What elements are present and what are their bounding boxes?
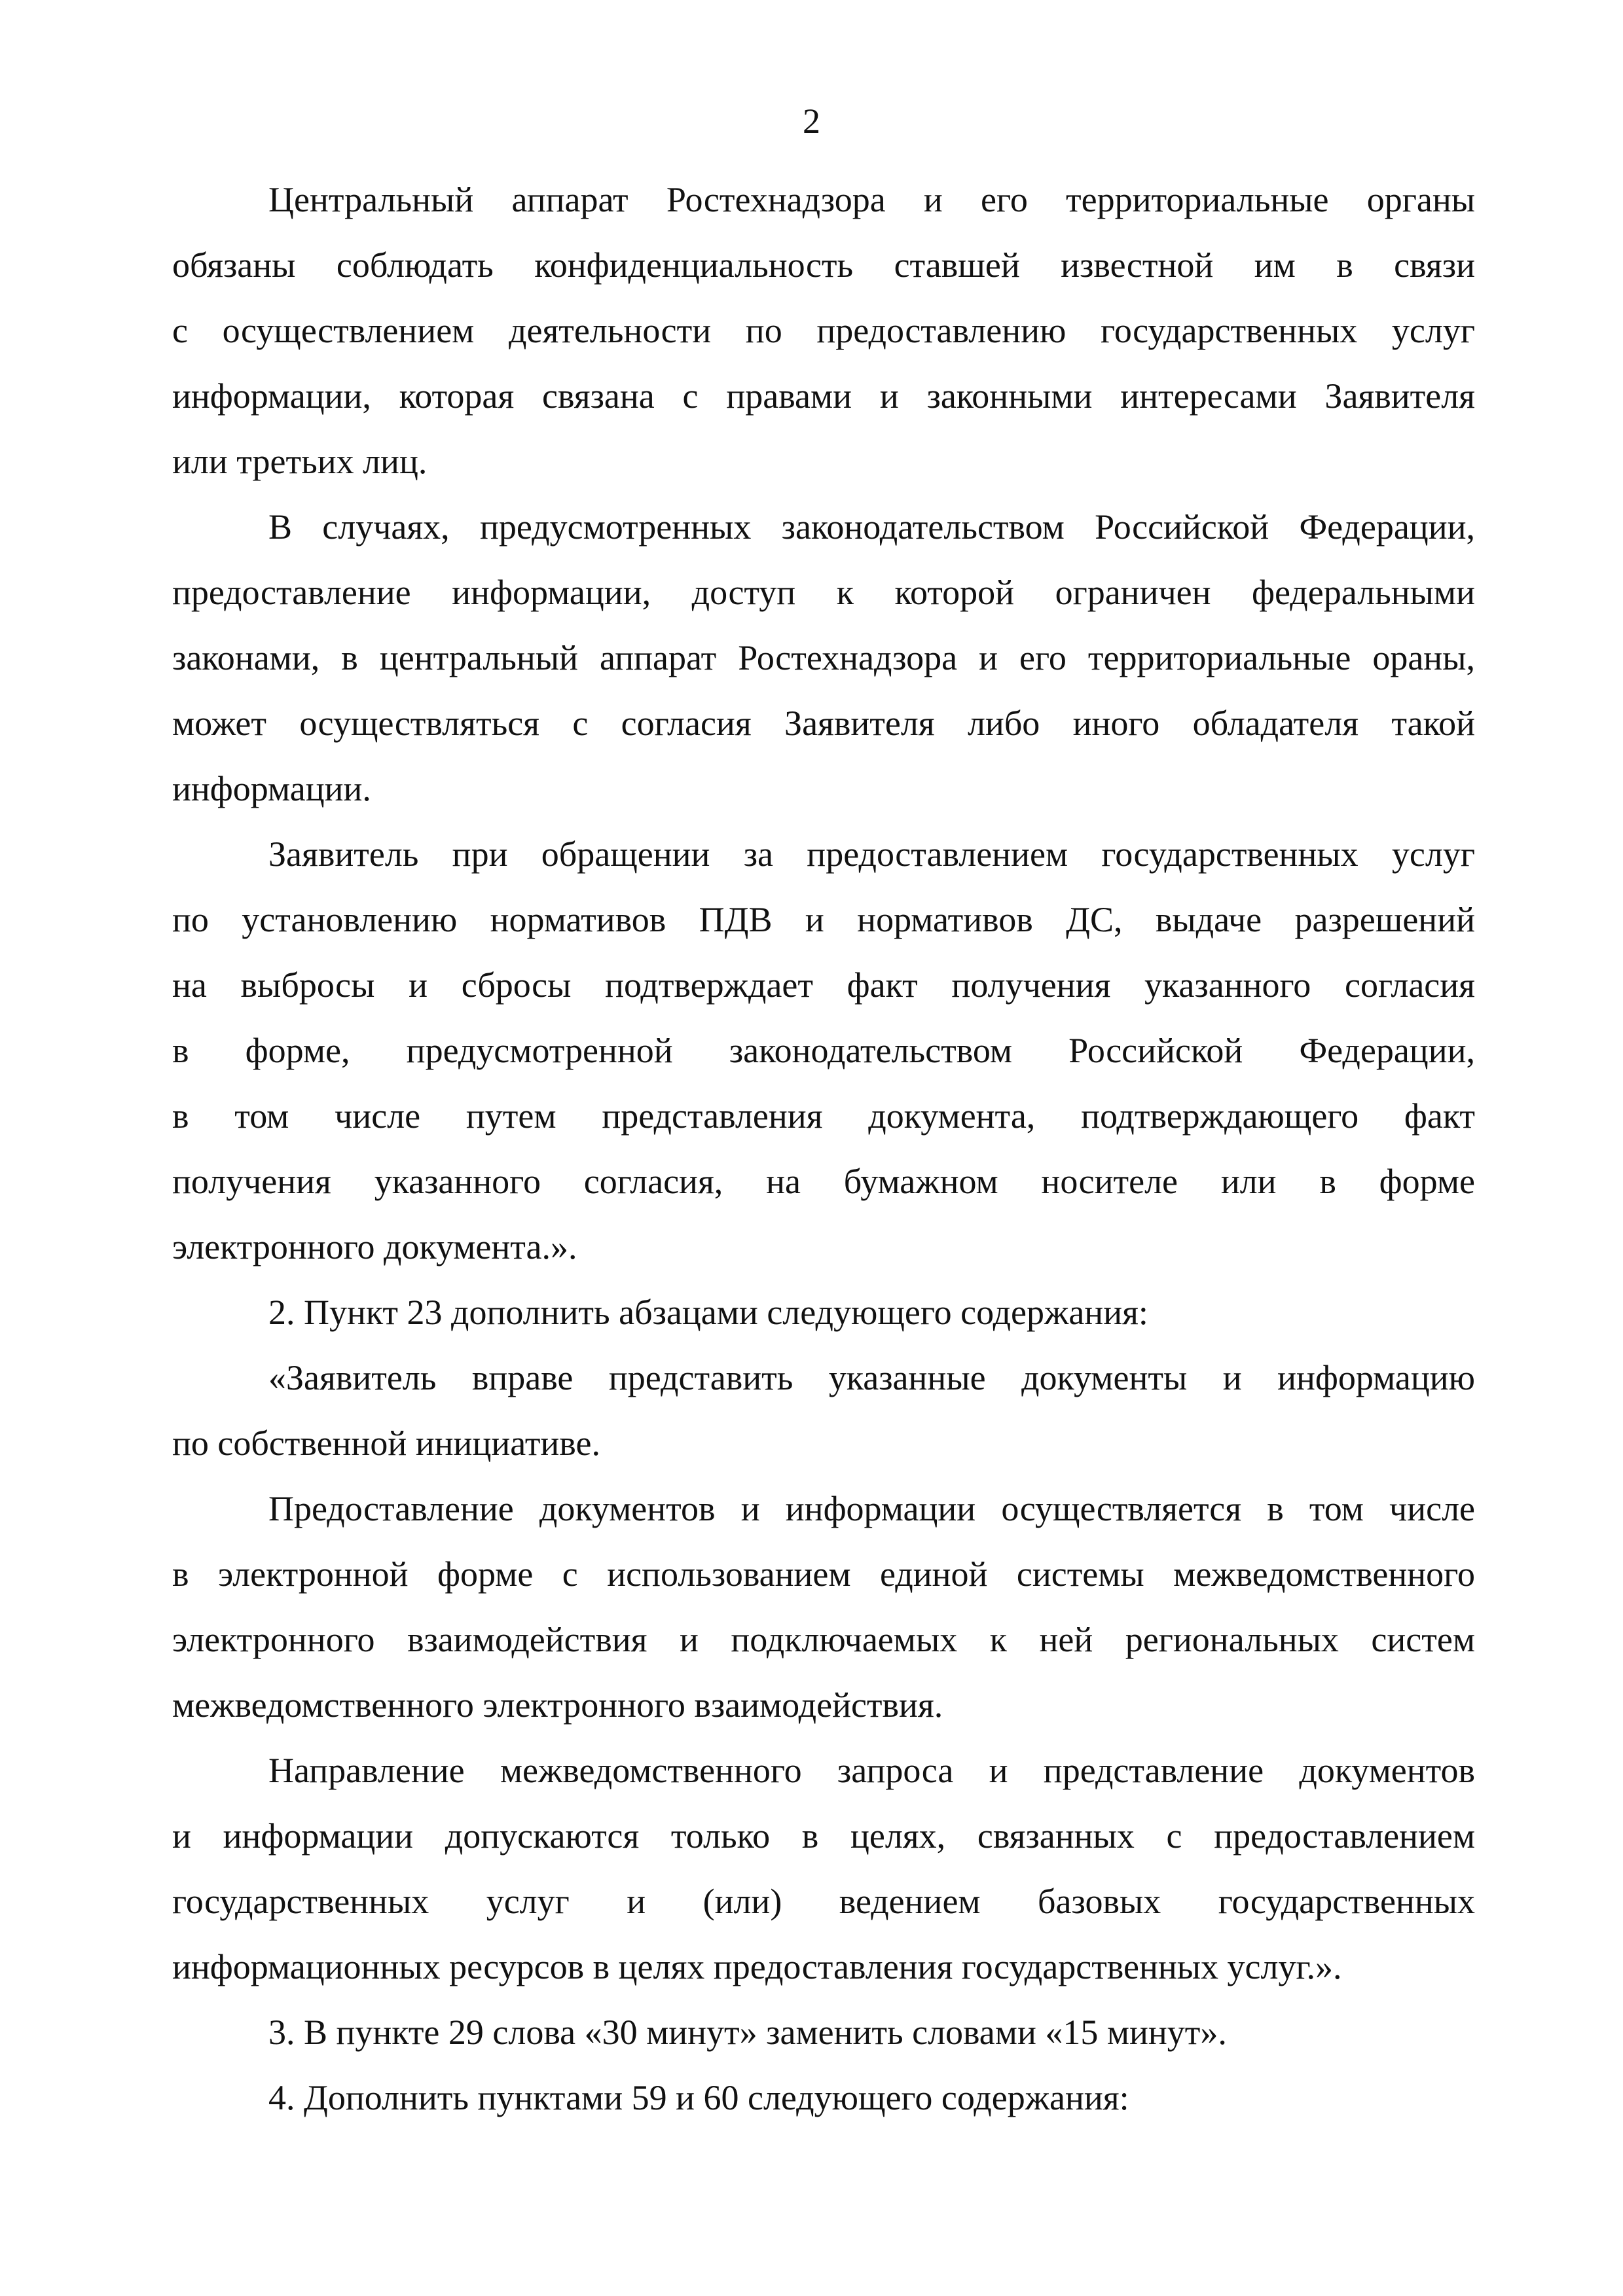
text-line: в электронной форме с использованием единой системы межведомственного: [172, 1554, 1475, 1594]
text-line: по собственной инициативе.: [172, 1424, 600, 1463]
text-line: законами, в центральный аппарат Ростехнадзора и его территориальные ораны,: [172, 638, 1475, 677]
text-line: Направление межведомственного запроса и представление документов: [268, 1751, 1475, 1790]
text-line: на выбросы и сбросы подтверждает факт получения указанного согласия: [172, 965, 1475, 1005]
text-line: государственных услуг и (или) ведением базовых государственных: [172, 1882, 1475, 1921]
paragraph-item-4: [172, 2065, 1475, 2130]
document-body: [172, 167, 1475, 2130]
text-line: межведомственного электронного взаимодействия.: [172, 1685, 943, 1725]
paragraph-electronic-form: [172, 1476, 1475, 1738]
text-line: в форме, предусмотренной законодательством Российской Федерации,: [172, 1031, 1475, 1070]
paragraph-interagency-request: [172, 1738, 1475, 2000]
text-line: информации.: [172, 769, 371, 808]
text-line: информации, которая связана с правами и законными интересами Заявителя: [172, 376, 1475, 416]
text-line: электронного документа.».: [172, 1227, 577, 1266]
text-line: Предоставление документов и информации осуществляется в том числе: [268, 1489, 1475, 1528]
paragraph-item-3: [172, 2000, 1475, 2065]
text-line: 4. Дополнить пунктами 59 и 60 следующего содержания:: [268, 2078, 1129, 2117]
text-line: электронного взаимодействия и подключаемых к ней региональных систем: [172, 1620, 1475, 1659]
paragraph-own-initiative: [172, 1345, 1475, 1476]
text-line: Центральный аппарат Ростехнадзора и его территориальные органы: [268, 180, 1475, 219]
text-line: «Заявитель вправе представить указанные документы и информацию: [268, 1358, 1475, 1397]
text-line: 3. В пункте 29 слова «30 минут» заменить словами «15 минут».: [268, 2013, 1227, 2052]
text-line: может осуществляться с согласия Заявителя либо иного обладателя такой: [172, 704, 1475, 743]
text-line: предоставление информации, доступ к которой ограничен федеральными: [172, 573, 1475, 612]
text-line: в том числе путем представления документа, подтверждающего факт: [172, 1096, 1475, 1136]
text-line: 2. Пункт 23 дополнить абзацами следующего содержания:: [268, 1293, 1148, 1332]
paragraph-item-2: [172, 1280, 1475, 1345]
text-line: и информации допускаются только в целях, связанных с предоставлением: [172, 1816, 1475, 1856]
text-line: В случаях, предусмотренных законодательством Российской Федерации,: [268, 507, 1475, 547]
text-line: получения указанного согласия, на бумажном носителе или в форме: [172, 1162, 1475, 1201]
text-line: Заявитель при обращении за предоставлением государственных услуг: [268, 834, 1475, 874]
text-line: с осуществлением деятельности по предоставлению государственных услуг: [172, 311, 1475, 350]
paragraph-applicant-consent: [172, 821, 1475, 1280]
paragraph-confidentiality: [172, 167, 1475, 494]
text-line: по установлению нормативов ПДВ и нормативов ДС, выдаче разрешений: [172, 900, 1475, 939]
paragraph-restricted-info: [172, 494, 1475, 821]
text-line: обязаны соблюдать конфиденциальность ставшей известной им в связи: [172, 245, 1475, 285]
text-line: информационных ресурсов в целях предоставления государственных услуг.».: [172, 1947, 1342, 1986]
page-number: 2: [803, 101, 820, 141]
text-line: или третьих лиц.: [172, 442, 428, 481]
